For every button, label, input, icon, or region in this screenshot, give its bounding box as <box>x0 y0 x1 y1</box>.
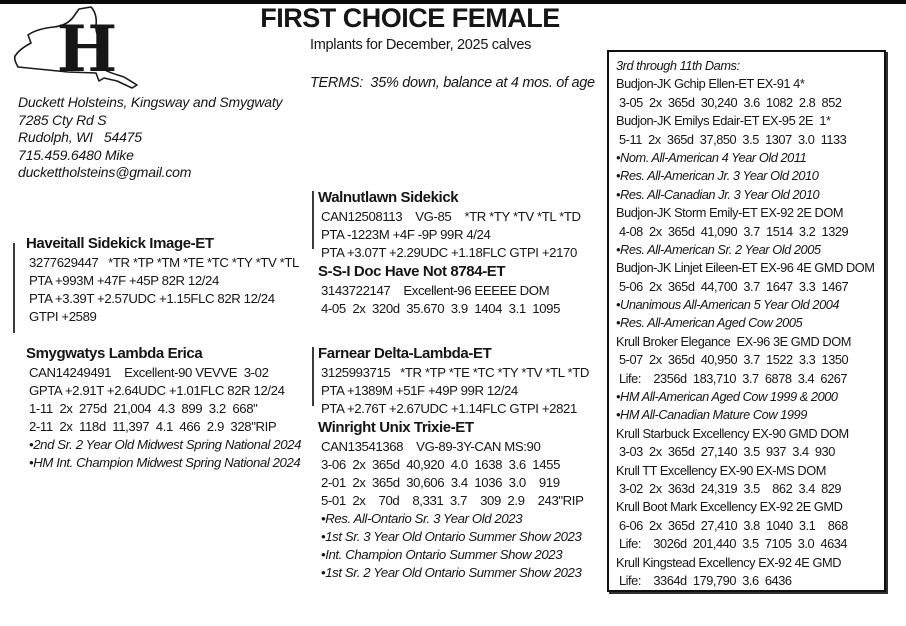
contact-block <box>18 94 282 182</box>
pedigree-connector-rule <box>13 243 15 333</box>
dam-record: 6-06 2x 365d 27,410 3.8 1040 3.1 868 <box>619 517 848 533</box>
pedigree-line: 5-01 2x 70d 8,331 3.7 309 2.9 243"RIP <box>321 493 584 508</box>
animal-block-smygwatys <box>26 344 318 472</box>
logo-letter: H <box>56 12 118 87</box>
pedigree-line: PTA +3.07T +2.29UDC +1.18FLC GTPI +2170 <box>321 245 577 260</box>
animal-block-walnutlawn <box>318 188 608 262</box>
pedigree-line: PTA +1389M +51F +49P 99R 12/24 <box>321 383 518 398</box>
animal-name: Haveitall Sidekick Image-ET <box>26 235 214 252</box>
dam-name: Krull Broker Elegance EX-96 3E GMD DOM <box>616 333 851 349</box>
pedigree-line: PTA +3.39T +2.57UDC +1.15FLC 82R 12/24 <box>29 291 275 306</box>
animal-name: Walnutlawn Sidekick <box>318 189 459 206</box>
animal-block-haveitall <box>26 234 314 326</box>
award-line: •1st Sr. 3 Year Old Ontario Summer Show 2023 <box>321 529 582 544</box>
pedigree-line: 3125993715 *TR *TP *TE *TC *TY *TV *TL *TD <box>321 365 590 380</box>
animal-name: Farnear Delta-Lambda-ET <box>318 345 492 362</box>
pedigree-line: 3143722147 Excellent-96 EEEEE DOM <box>321 283 550 298</box>
dam-record: 3-03 2x 365d 27,140 3.5 937 3.4 930 <box>619 444 835 460</box>
pedigree-line: 3277629447 *TR *TP *TM *TE *TC *TY *TV *TL <box>29 255 299 270</box>
contact-farm-name: Duckett Holsteins, Kingsway and Smygwaty <box>18 94 283 110</box>
animal-name: S-S-I Doc Have Not 8784-ET <box>318 263 506 280</box>
page-subtitle: Implants for December, 2025 calves <box>310 37 532 53</box>
dams-box <box>607 50 886 592</box>
dam-award: •Res. All-American Sr. 2 Year Old 2005 <box>616 241 821 257</box>
page-title: FIRST CHOICE FEMALE <box>260 3 560 33</box>
contact-email: duckettholsteins@gmail.com <box>18 164 192 181</box>
dam-award: •Res. All-American Jr. 3 Year Old 2010 <box>616 168 819 184</box>
dam-record: 5-11 2x 365d 37,850 3.5 1307 3.0 1133 <box>619 131 847 147</box>
dam-award: •HM All-American Aged Cow 1999 & 2000 <box>616 389 838 405</box>
dam-record: Life: 2356d 183,710 3.7 6878 3.4 6267 <box>619 370 848 386</box>
animal-name: Smygwatys Lambda Erica <box>26 345 203 362</box>
dam-award: •Res. All-American Aged Cow 2005 <box>616 315 803 331</box>
dam-award: •Nom. All-American 4 Year Old 2011 <box>616 149 807 165</box>
dam-record: 4-08 2x 365d 41,090 3.7 1514 3.2 1329 <box>619 223 849 239</box>
contact-street: 7285 Cty Rd S <box>18 111 107 128</box>
dam-name: Budjon-JK Emilys Edair-ET EX-95 2E 1* <box>616 113 831 129</box>
animal-block-winright <box>318 418 608 582</box>
dam-record: 3-05 2x 365d 30,240 3.6 1082 2.8 852 <box>619 94 842 110</box>
dams-heading: 3rd through 11th Dams: <box>616 58 740 73</box>
pedigree-line: PTA -1223M +4F -9P 99R 4/24 <box>321 227 491 242</box>
dam-name: Krull Boot Mark Excellency EX-92 2E GMD <box>616 499 843 515</box>
animal-block-farnear <box>318 344 608 418</box>
dams-box-content <box>609 52 884 590</box>
animal-name: Winright Unix Trixie-ET <box>318 419 474 436</box>
pedigree-line: CAN14249491 Excellent-90 VEVVE 3-02 <box>29 365 269 380</box>
dam-record: Life: 3364d 179,790 3.6 6436 <box>619 572 792 588</box>
award-line: •Int. Champion Ontario Summer Show 2023 <box>321 547 563 562</box>
pedigree-line: PTA +993M +47F +45P 82R 12/24 <box>29 273 219 288</box>
dam-award: •Unanimous All-American 5 Year Old 2004 <box>616 297 840 313</box>
dam-award: •Res. All-Canadian Jr. 3 Year Old 2010 <box>616 186 820 202</box>
pedigree-line: PTA +2.76T +2.67UDC +1.14FLC GTPI +2821 <box>321 401 577 416</box>
pedigree-line: 3-06 2x 365d 40,920 4.0 1638 3.6 1455 <box>321 457 561 472</box>
pedigree-line: 2-01 2x 365d 30,606 3.4 1036 3.0 919 <box>321 475 560 490</box>
pedigree-line: 1-11 2x 275d 21,004 4.3 899 3.2 668" <box>29 401 258 416</box>
dam-record: Life: 3026d 201,440 3.5 7105 3.0 4634 <box>619 536 848 552</box>
dam-record: 3-02 2x 363d 24,319 3.5 862 3.4 829 <box>619 480 842 496</box>
award-line: •Res. All-Ontario Sr. 3 Year Old 2023 <box>321 511 523 526</box>
dam-award: •HM All-Canadian Mature Cow 1999 <box>616 407 807 423</box>
award-line: •1st Sr. 2 Year Old Ontario Summer Show 2023 <box>321 565 582 580</box>
award-line: •2nd Sr. 2 Year Old Midwest Spring National 2024 <box>29 437 302 452</box>
dam-record: 5-06 2x 365d 44,700 3.7 1647 3.3 1467 <box>619 278 849 294</box>
dam-name: Budjon-JK Storm Emily-ET EX-92 2E DOM <box>616 205 844 221</box>
farm-logo <box>8 4 158 96</box>
pedigree-line: CAN13541368 VG-89-3Y-CAN MS:90 <box>321 439 541 454</box>
pedigree-line: 4-05 2x 320d 35.670 3.9 1404 3.1 1095 <box>321 301 561 316</box>
dam-name: Budjon-JK Gchip Ellen-ET EX-91 4* <box>616 76 805 92</box>
dam-name: Krull Starbuck Excellency EX-90 GMD DOM <box>616 425 849 441</box>
pedigree-line: CAN12508113 VG-85 *TR *TY *TV *TL *TD <box>321 209 581 224</box>
animal-block-ssi-doc <box>318 262 608 318</box>
dam-name: Krull TT Excellency EX-90 EX-MS DOM <box>616 462 826 478</box>
terms-line: TERMS: 35% down, balance at 4 mos. of age <box>310 75 595 91</box>
contact-city-state: Rudolph, WI 54475 <box>18 129 142 146</box>
dam-name: Krull Kingstead Excellency EX-92 4E GMD <box>616 554 841 570</box>
pedigree-line: 2-11 2x 118d 11,397 4.1 466 2.9 328"RIP <box>29 419 277 434</box>
pedigree-line: GTPI +2589 <box>29 309 97 324</box>
dam-record: 5-07 2x 365d 40,950 3.7 1522 3.3 1350 <box>619 352 849 368</box>
award-line: •HM Int. Champion Midwest Spring National 2024 <box>29 455 301 470</box>
contact-phone: 715.459.6480 Mike <box>18 146 134 163</box>
pedigree-line: GPTA +2.91T +2.64UDC +1.01FLC 82R 12/24 <box>29 383 285 398</box>
dam-name: Budjon-JK Linjet Eileen-ET EX-96 4E GMD DOM <box>616 260 875 276</box>
